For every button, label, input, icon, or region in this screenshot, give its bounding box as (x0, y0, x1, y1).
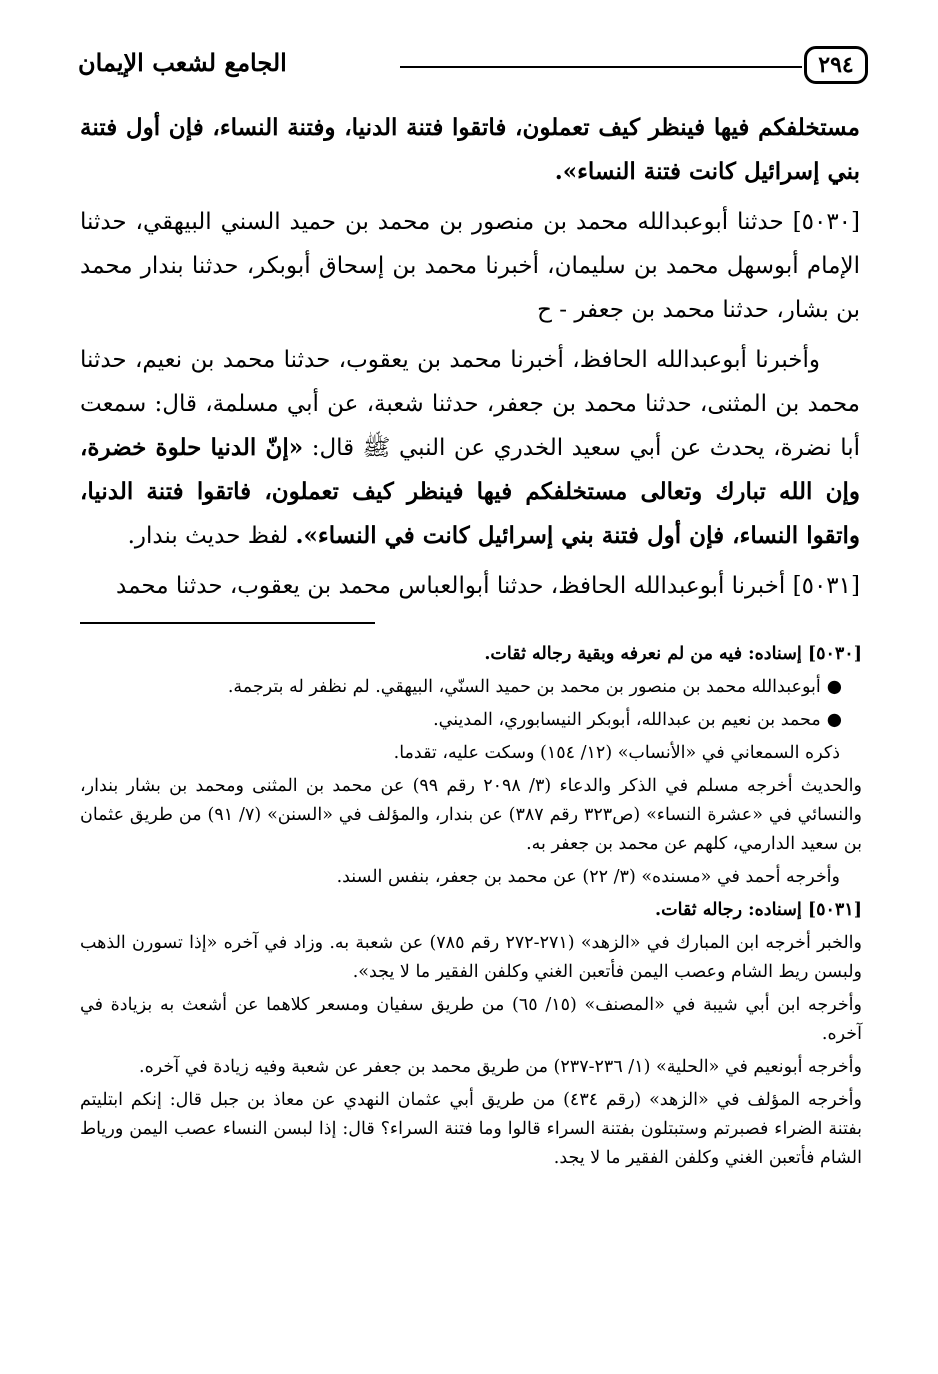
bullet-icon: ● (826, 710, 842, 730)
bullet-text: محمد بن نعيم بن عبدالله، أبوبكر النيسابوري، المديني. (433, 710, 821, 730)
footnote-divider (80, 622, 375, 624)
footnotes (80, 640, 862, 1177)
paragraph-continuation: مستخلفكم فيها فينظر كيف تعملون، فاتقوا فتنة الدنيا، وفتنة النساء، فإن أول فتنة بني إسرائيل كانت فتنة النساء». (80, 114, 860, 185)
bullet-icon: ● (826, 677, 842, 697)
footnote-text: ذكره السمعاني في «الأنساب» (١٢/ ١٥٤) وسكت عليه، تقدما. (393, 743, 840, 763)
hadith-number: [٥٠٣١] (792, 573, 860, 599)
footnote-text: والخبر أخرجه ابن المبارك في «الزهد» (٢٧١-٢٧٢ رقم ٧٨٥) عن شعبة به. وزاد في آخره «إذا تسورن الذهب ولبسن ريط الشام وعصب اليمن فأتعبن الغني وكلفن الفقير ما لا يجد». (80, 933, 862, 982)
footnote-text: وأخرجه ابن أبي شيبة في «المصنف» (١٥/ ٦٥) من طريق سفيان ومسعر كلاهما عن أشعث به بزيادة في آخره. (80, 995, 862, 1044)
wording-note: لفظ حديث بندار. (127, 523, 289, 549)
book-title: الجامع لشعب الإيمان (78, 48, 287, 77)
hadith-5030 (80, 200, 860, 332)
footnote-bullet-item (80, 706, 862, 735)
footnote-text: وأخرجه أحمد في «مسنده» (٣/ ٢٢) عن محمد بن جعفر، بنفس السند. (336, 867, 840, 887)
footnote-text: والحديث أخرجه مسلم في الذكر والدعاء (٣/ ٢٠٩٨ رقم ٩٩) عن محمد بن المثنى ومحمد بن بشار بندار، والنسائي في «عشرة النساء» (ص٣٢٣ رقم ٣٨٧) عن بندار، والمؤلف في «السنن» (٧/ ٩١) من طريق عثمان بن سعيد الدارمي، كلهم عن محمد بن جعفر به. (80, 776, 862, 854)
hadith-5031 (80, 564, 860, 608)
hadith-text: أخبرنا أبوعبدالله الحافظ، حدثنا أبوالعباس محمد بن يعقوب، حدثنا محمد (116, 573, 786, 599)
header-rule (400, 66, 802, 68)
hadith-number: [٥٠٣٠] (792, 209, 861, 235)
page-header (70, 42, 868, 94)
main-text (80, 106, 860, 614)
bullet-text: أبوعبدالله محمد بن منصور بن محمد بن حميد السنّي، البيهقي. لم نظفر له بترجمة. (227, 677, 821, 697)
page-number: ٢٩٤ (804, 46, 868, 84)
footnote-text: وأخرجه أبونعيم في «الحلية» (١/ ٢٣٦-٢٣٧) من طريق محمد بن جعفر عن شعبة وفيه زيادة في آخره. (139, 1057, 862, 1077)
footnote-bullet-item (80, 673, 862, 702)
hadith-5030-second-chain (80, 338, 860, 558)
footnote-5030-heading: [٥٠٣٠] إسناده: فيه من لم نعرفه وبقية رجاله ثقات. (484, 644, 862, 664)
footnote-text: وأخرجه المؤلف في «الزهد» (رقم ٤٣٤) من طريق أبي عثمان النهدي عن معاذ بن جبل قال: إنكم ابتليتم بفتنة الضراء فصبرتم وستبتلون بفتنة السراء قالوا وما فتنة السراء؟ قال: إذا لبسن النساء عصب اليمن ورياط الشام فأتعبن الغني وكلفن الفقير ما لا يجد. (80, 1090, 862, 1168)
chain-text: وأخبرنا أبوعبدالله الحافظ، أخبرنا محمد بن يعقوب، حدثنا محمد بن نعيم، حدثنا محمد بن المثنى، حدثنا محمد بن جعفر، حدثنا شعبة، عن أبي مسلمة، قال: سمعت أبا نضرة، يحدث عن أبي سعيد الخدري عن النبي ﷺ قال: (80, 347, 861, 461)
footnote-5031-heading: [٥٠٣١] إسناده: رجاله ثقات. (655, 900, 862, 920)
hadith-matn: «إنّ الدنيا حلوة خضرة، وإن الله تبارك وتعالى مستخلفكم فيها فينظر كيف تعملون، فاتقوا فتنة الدنيا، واتقوا النساء، فإن أول فتنة بني إسرائيل كانت في النساء». (80, 434, 860, 549)
hadith-text: حدثنا أبوعبدالله محمد بن منصور بن محمد بن حميد السني البيهقي، حدثنا الإمام أبوسهل محمد بن سليمان، أخبرنا محمد بن إسحاق أبوبكر، حدثنا بندار محمد بن بشار، حدثنا محمد بن جعفر - ح (80, 209, 860, 323)
